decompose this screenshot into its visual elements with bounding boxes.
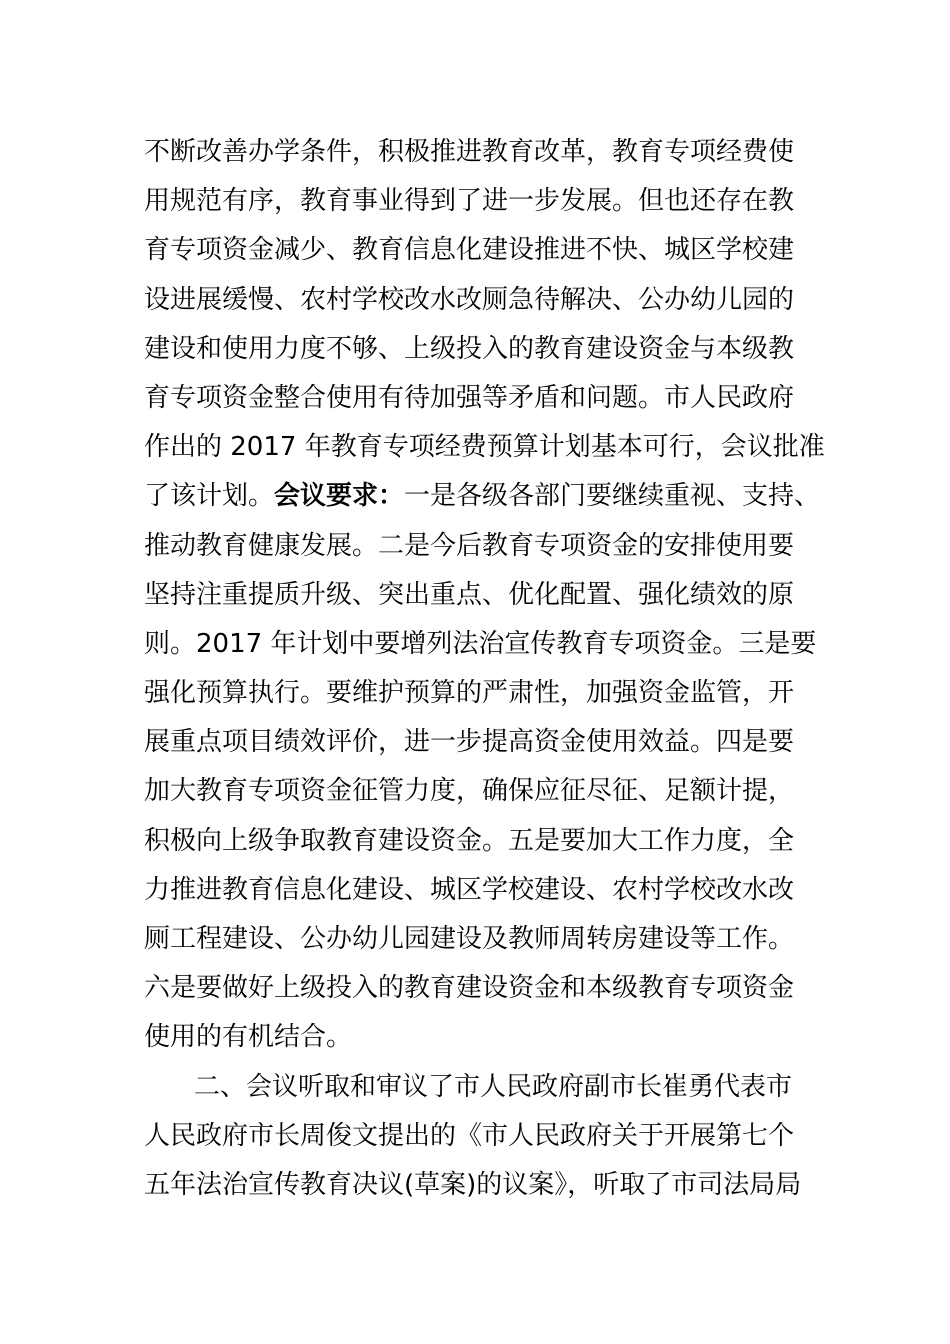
text-line: 作出的 2017 年教育专项经费预算计划基本可行，会议批准: [144, 432, 825, 463]
text-line: 不断改善办学条件，积极推进教育改革，教育专项经费使: [144, 137, 795, 167]
paragraph-first-line: 二、会议听取和审议了市人民政府副市长崔勇代表市: [194, 1071, 793, 1102]
text-line: 坚持注重提质升级、突出重点、优化配置、强化绩效的原: [144, 579, 795, 610]
text-line-with-emphasis: [144, 472, 844, 521]
text-line: 积极向上级争取教育建设资金。五是要加大工作力度，全: [144, 825, 795, 856]
text-line: 力推进教育信息化建设、城区学校建设、农村学校改水改: [144, 874, 795, 905]
text-line: 使用的有机结合。: [144, 1022, 353, 1053]
text-line: 则。2017 年计划中要增列法治宣传教育专项资金。三是要: [144, 628, 817, 659]
text-segment: 了该计划。: [144, 481, 275, 512]
text-line: 人民政府市长周俊文提出的《市人民政府关于开展第七个: [144, 1120, 795, 1151]
document-body: [144, 128, 844, 1210]
text-line: 强化预算执行。要维护预算的严肃性，加强资金监管，开: [144, 678, 795, 709]
text-line: 建设和使用力度不够、上级投入的教育建设资金与本级教: [144, 333, 795, 364]
text-line: 设进展缓慢、农村学校改水改厕急待解决、公办幼儿园的: [144, 284, 795, 315]
text-line: 展重点项目绩效评价，进一步提高资金使用效益。四是要: [144, 727, 795, 758]
text-line: 五年法治宣传教育决议(草案)的议案》，听取了市司法局局: [144, 1169, 802, 1200]
text-line: 厕工程建设、公办幼儿园建设及教师周转房建设等工作。: [144, 924, 795, 954]
text-line: 加大教育专项资金征管力度，确保应征尽征、足额计提，: [144, 776, 795, 807]
text-line: 育专项资金减少、教育信息化建设推进不快、城区学校建: [144, 235, 795, 266]
text-line: 育专项资金整合使用有待加强等矛盾和问题。市人民政府: [144, 382, 795, 413]
text-segment: 一是各级各部门要继续重视、支持、: [404, 481, 821, 512]
meeting-requirements-heading: 会议要求：: [274, 481, 405, 512]
text-line: 推动教育健康发展。二是今后教育专项资金的安排使用要: [144, 530, 795, 561]
text-line: 用规范有序，教育事业得到了进一步发展。但也还存在教: [144, 186, 795, 217]
text-line: 六是要做好上级投入的教育建设资金和本级教育专项资金: [144, 973, 795, 1004]
